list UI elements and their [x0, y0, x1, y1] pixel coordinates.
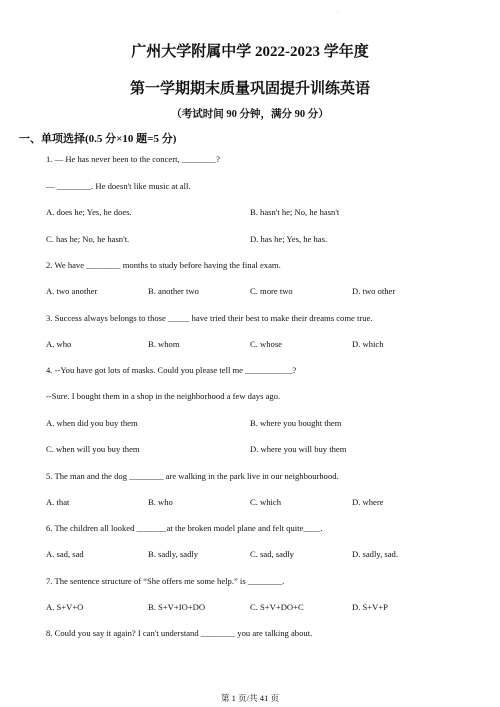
question-2-option-d: D. two other [352, 286, 396, 296]
question-6-option-c: C. sad, sadly [250, 549, 294, 559]
question-1-stem-line-2: — ________. He doesn't like music at all. [46, 181, 191, 191]
question-8-stem: 8. Could you say it again? I can't understand ________ you are talking about. [46, 628, 313, 638]
question-4-stem-line-2: --Sure. I bought them in a shop in the neighborhood a few days ago. [46, 391, 281, 401]
question-6-option-a: A. sad, sad [46, 549, 84, 559]
question-2-option-b: B. another two [148, 286, 199, 296]
question-6-option-d: D. sadly, sad. [352, 549, 398, 559]
question-2-option-c: C. more two [250, 286, 293, 296]
question-5-option-c: C. which [250, 497, 282, 507]
question-2-stem: 2. We have ________ months to study before having the final exam. [46, 260, 281, 270]
question-4-option-d: D. where you will buy them [250, 444, 347, 454]
question-3-option-d: D. which [352, 339, 384, 349]
question-3-option-c: C. whose [250, 339, 282, 349]
question-5-option-b: B. who [148, 497, 173, 507]
question-1-option-c: C. has he; No, he hasn't. [46, 234, 130, 244]
question-6-stem: 6. The children all looked _______at the broken model plane and felt quite____. [46, 523, 323, 533]
section-heading: 一、单项选择(0.5 分×10 题=5 分) [19, 133, 177, 145]
question-3-stem: 3. Success always belongs to those _____ have tried their best to make their dreams come true. [46, 313, 373, 323]
question-5-stem: 5. The man and the dog ________ are walking in the park live in our neighbourhood. [46, 471, 339, 481]
question-1-option-d: D. has he; Yes, he has. [250, 234, 328, 244]
question-4-option-b: B. where you bought them [250, 418, 342, 428]
question-3-option-b: B. whom [148, 339, 180, 349]
exam-title-line-1: 广州大学附属中学 2022-2023 学年度 [131, 44, 369, 60]
question-4-stem: 4. --You have got lots of masks. Could you please tell me ___________? [46, 365, 297, 375]
question-4-option-c: C. when will you buy them [46, 444, 140, 454]
question-6-option-b: B. sadly, sadly [148, 549, 199, 559]
exam-title-line-2: 第一学期期末质量巩固提升训练英语 [129, 81, 370, 97]
question-3-option-a: A. who [46, 339, 72, 349]
question-5-option-a: A. that [46, 497, 70, 507]
question-7-option-b: B. S+V+IO+DO [148, 602, 206, 612]
page-number-footer: 第 1 页/共 41 页 [220, 693, 280, 703]
question-1-option-a: A. does he; Yes, he does. [46, 207, 132, 217]
question-1-option-b: B. hasn't he; No, he hasn't [250, 207, 340, 217]
corner-dot: . [337, 9, 339, 15]
question-5-option-d: D. where [352, 497, 384, 507]
question-4-option-a: A. when did you buy them [46, 418, 138, 428]
question-7-option-c: C. S+V+DO+C [250, 602, 304, 612]
question-7-option-d: D. S+V+P [352, 602, 388, 612]
question-2-option-a: A. two another [46, 286, 98, 296]
question-7-option-a: A. S+V+O [46, 602, 84, 612]
question-7-stem: 7. The sentence structure of “She offers me some help.” is ________. [46, 576, 285, 586]
question-1-stem: 1. — He has never been to the concert, ________? [46, 154, 220, 164]
exam-time-note: （考试时间 90 分钟，满分 90 分） [171, 109, 329, 120]
